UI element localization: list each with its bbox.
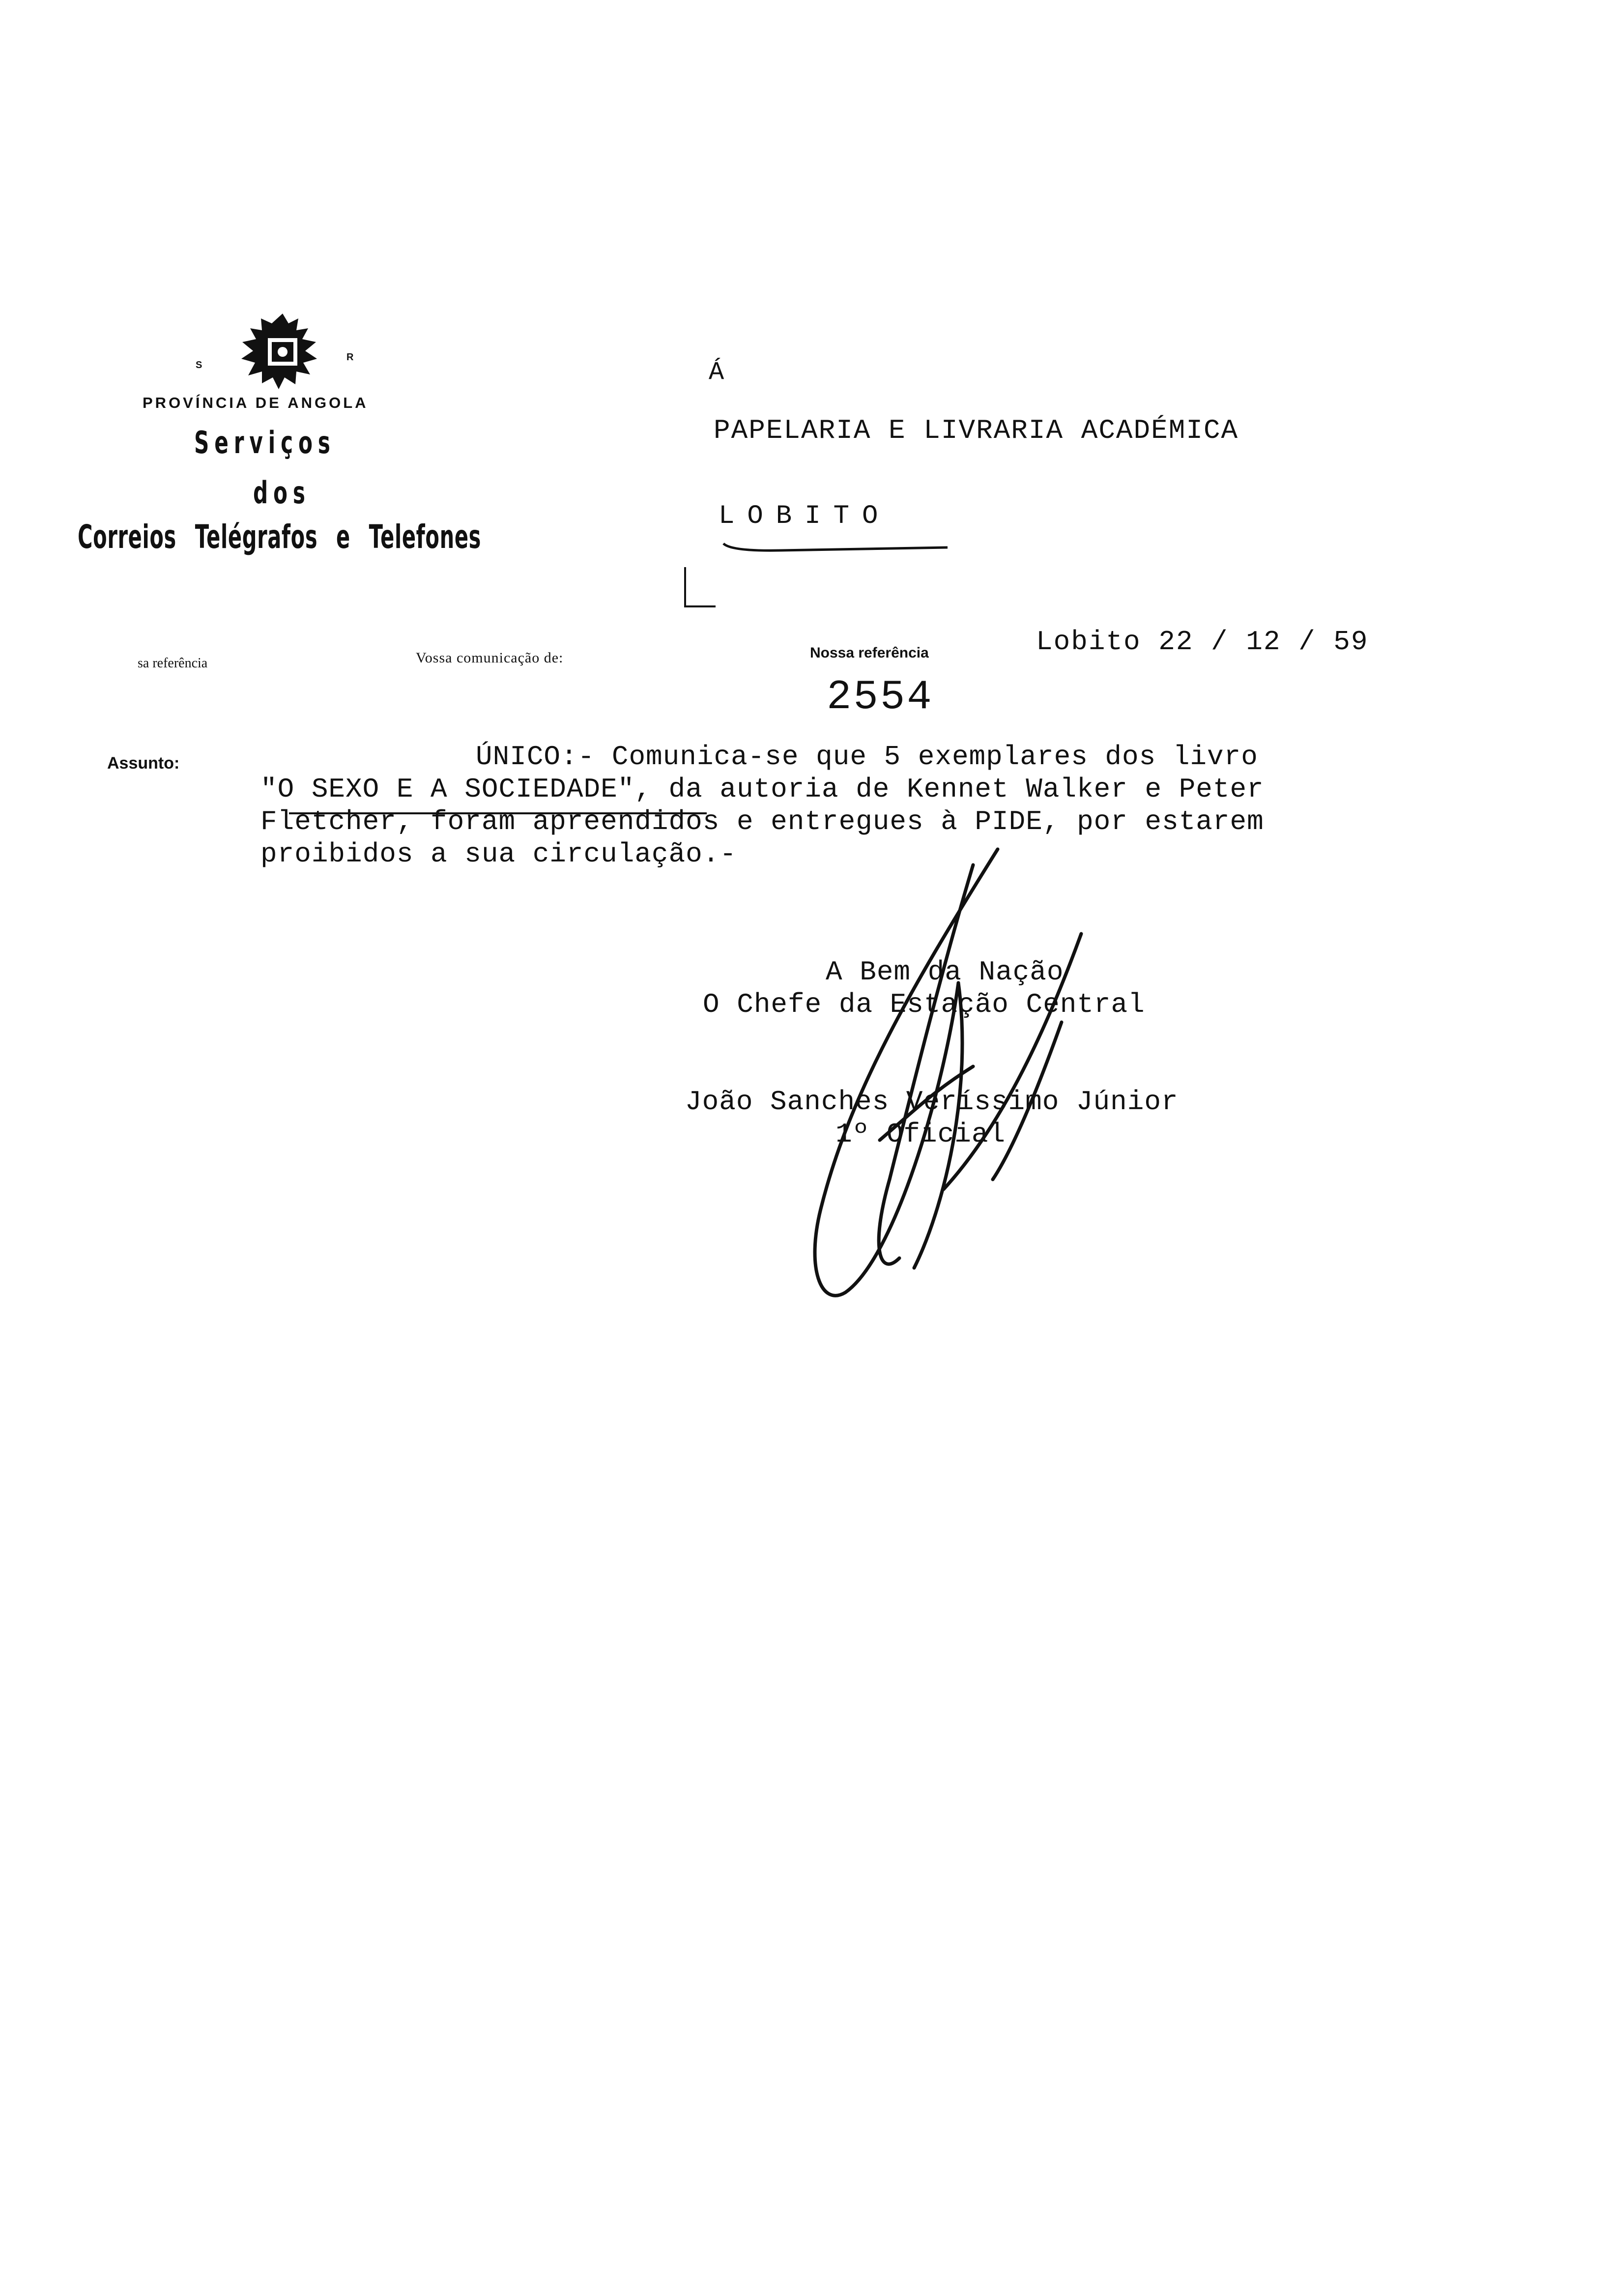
vossa-comunicacao-label: Vossa comunicação de: [416,650,564,666]
addressee-prefix: Á [709,358,724,387]
body-line-1: ÚNICO:- Comunica-se que 5 exemplares dos livro [476,741,1258,773]
service-word-e: e [336,518,350,556]
sua-referencia-label: sa referência [138,656,208,671]
body-line-4: proibidos a sua circulação.- [260,838,737,870]
letter-date: Lobito 22 / 12 / 59 [1036,626,1369,658]
nossa-referencia-label: Nossa referência [810,645,929,661]
service-title-line2: dos [253,475,311,511]
window-corner-mark [683,565,718,609]
service-word-correios: Correios [78,518,176,556]
province-label: PROVÍNCIA DE ANGOLA [143,394,369,411]
crest-initial-right: R [346,352,354,363]
coat-of-arms-icon [233,310,332,393]
signatory-name: João Sanches Veríssimo Júnior [685,1086,1179,1118]
subject-label: Assunto: [107,754,180,773]
crest-initial-left: S [196,360,202,371]
city-underline [721,541,952,555]
service-title-line1: Serviços [194,425,336,460]
service-word-telegrafos: Telégrafos [195,518,318,556]
book-title-underline [289,812,707,815]
reference-number: 2554 [827,674,934,721]
addressee-city: LOBITO [719,501,891,531]
handwritten-signature [767,835,1111,1317]
addressee-name: PAPELARIA E LIVRARIA ACADÉMICA [714,415,1239,446]
service-title-line3 [78,518,481,556]
closing-office: O Chefe da Estação Central [703,989,1145,1020]
closing-salutation: A Bem da Nação [826,956,1064,988]
body-line-2: "O SEXO E A SOCIEDADE", da autoria de Kennet Walker e Peter [260,774,1264,805]
service-word-telefones: Telefones [369,518,482,556]
signatory-title: 1º Oficial [835,1119,1006,1150]
body-line-3: Fletcher, foram apreendidos e entregues à PIDE, por estarem [260,806,1264,837]
